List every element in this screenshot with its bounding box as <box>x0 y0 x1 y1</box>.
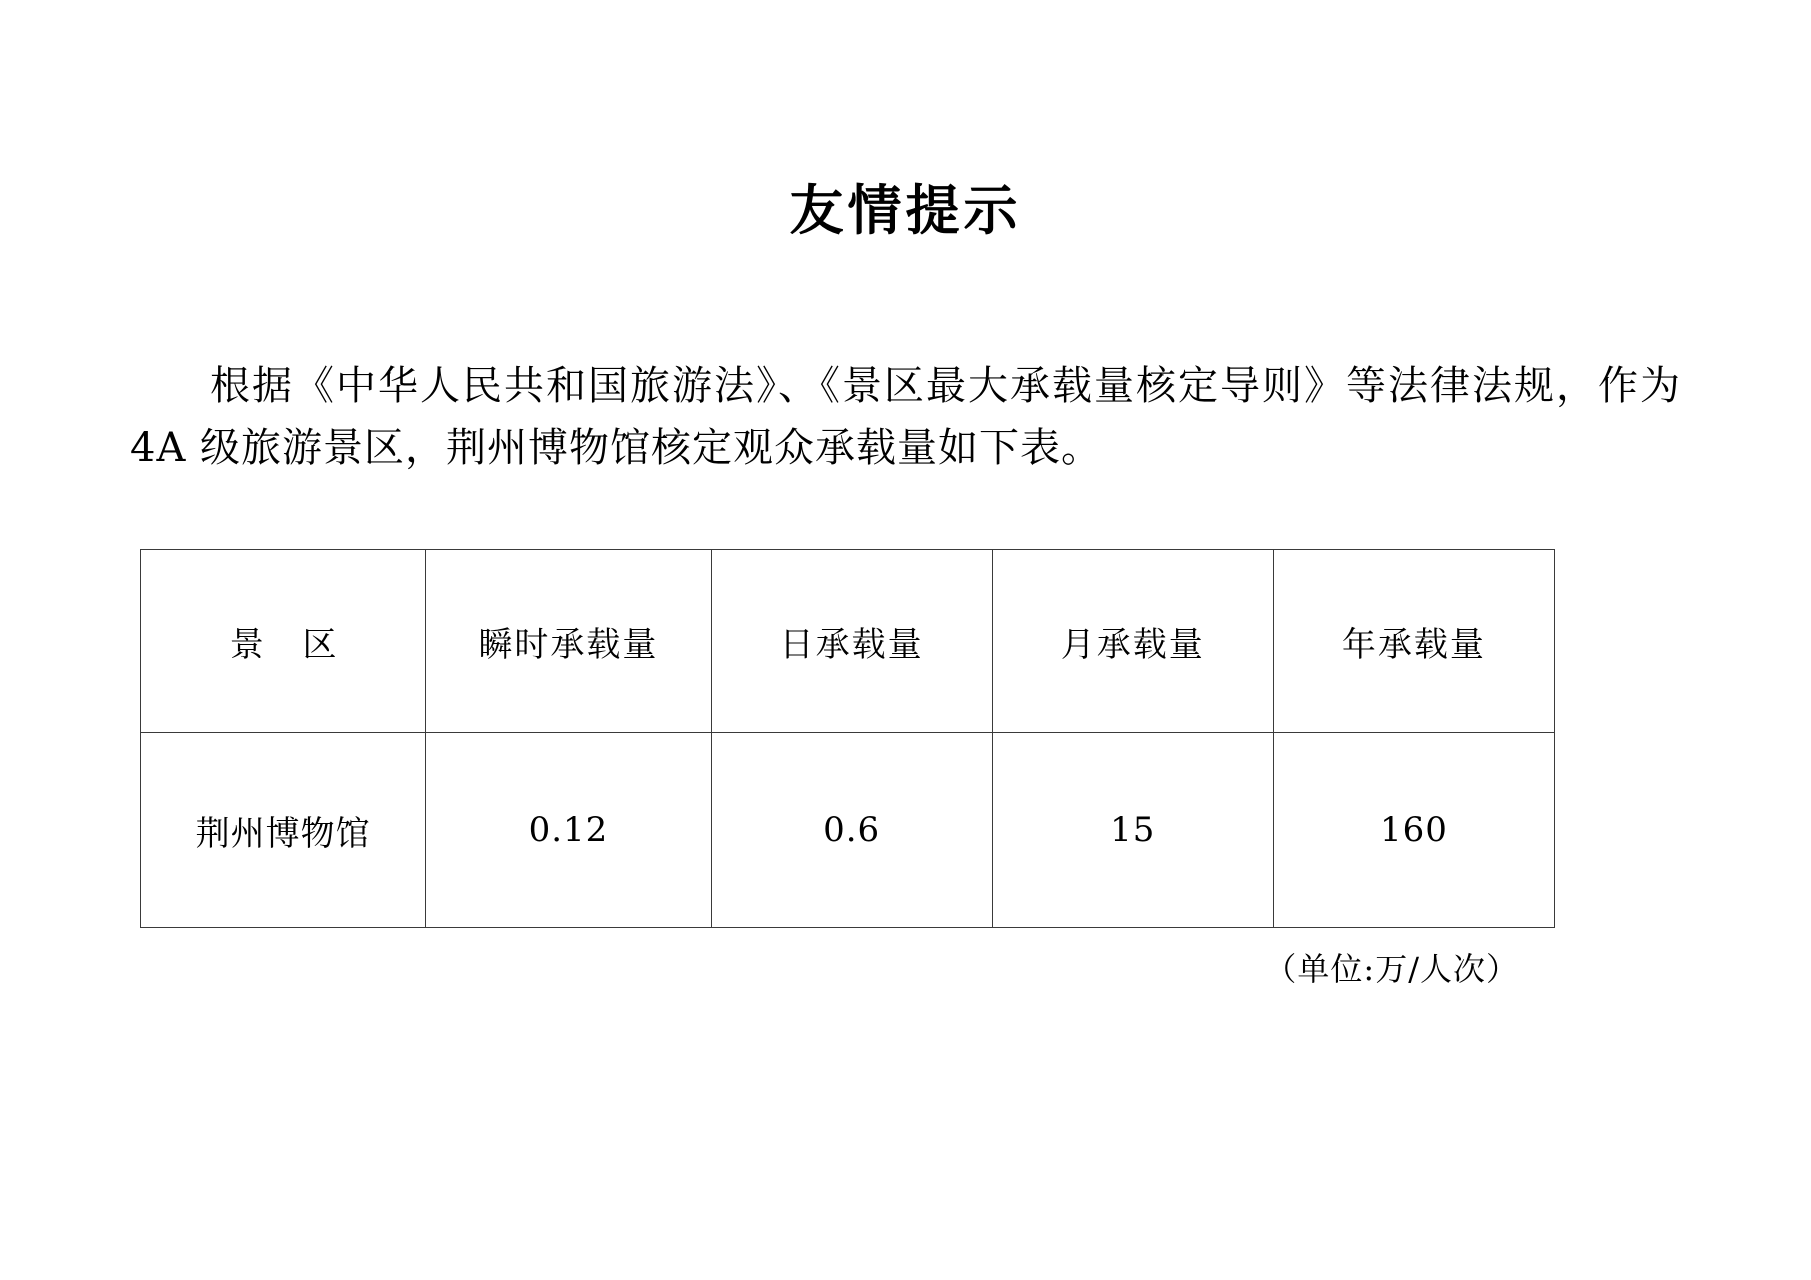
unit-note: （单位:万/人次） <box>1264 950 1519 988</box>
cell-daily-capacity: 0.6 <box>711 733 992 928</box>
page-title: 友情提示 <box>789 178 1022 242</box>
table-header-venue <box>141 550 426 733</box>
table-header-daily: 日承载量 <box>711 550 992 733</box>
table-header-row <box>141 550 1555 733</box>
cell-venue-name: 荆州博物馆 <box>141 733 426 928</box>
table-header-monthly: 月承载量 <box>992 550 1273 733</box>
cell-instant-capacity: 0.12 <box>426 733 711 928</box>
cell-monthly-capacity: 15 <box>992 733 1273 928</box>
table-header-instant: 瞬时承载量 <box>426 550 711 733</box>
table-header-venue-label: 景 区 <box>229 624 351 665</box>
table-header-yearly: 年承载量 <box>1273 550 1554 733</box>
table-row <box>141 733 1555 928</box>
notice-paragraph: 根据《中华人民共和国旅游法》、《景区最大承载量核定导则》等法律法规，作为 4A 级旅游景区，荆州博物馆核定观众承载量如下表。 <box>130 363 1681 471</box>
cell-yearly-capacity: 160 <box>1273 733 1554 928</box>
capacity-table-container <box>130 549 1681 990</box>
capacity-table <box>140 549 1555 928</box>
